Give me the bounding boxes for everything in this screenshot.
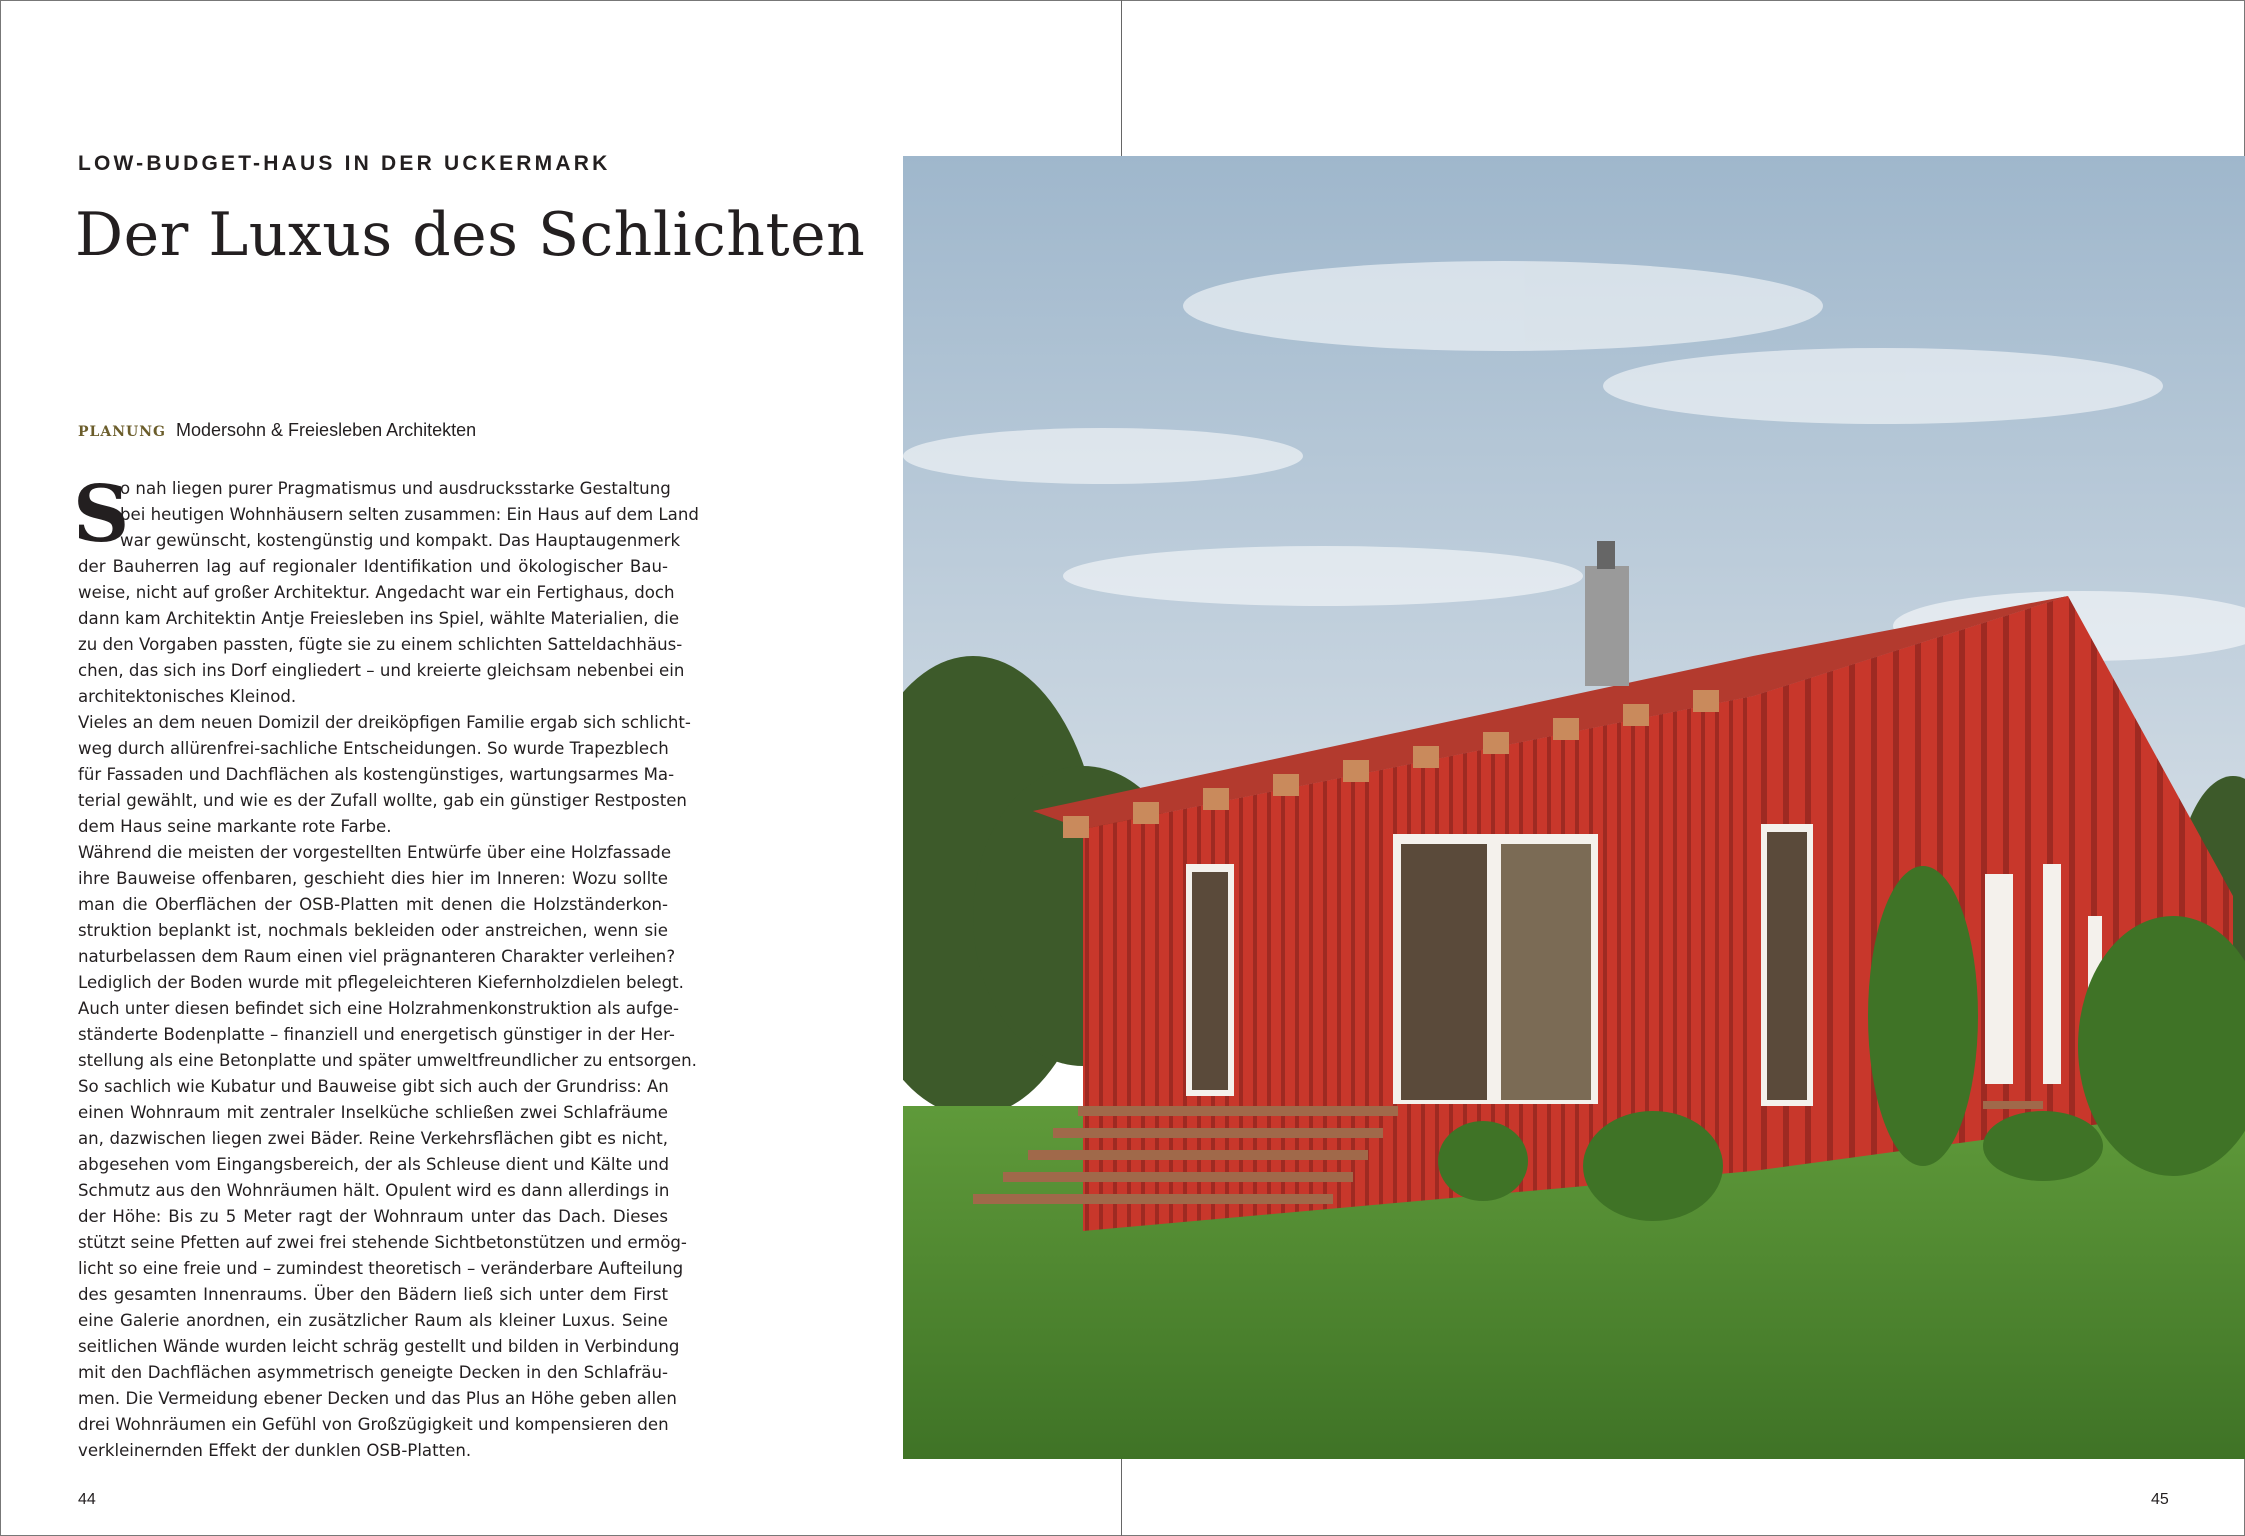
body-line: o nah liegen purer Pragmatismus und ausdrucksstarke Gestaltung [120, 479, 671, 498]
body-line: Während die meisten der vorgestellten Entwürfe über eine Holzfassade [78, 843, 672, 862]
body-line: verkleinernden Effekt der dunklen OSB-Platten. [78, 1441, 472, 1460]
page-number-right: 45 [2151, 1491, 2169, 1508]
body-line: der Höhe: Bis zu 5 Meter ragt der Wohnraum unter das Dach. Dieses [78, 1207, 668, 1226]
body-line: ihre Bauweise offenbaren, geschieht dies hier im Inneren: Wozu sollte [78, 869, 668, 888]
body-line: war gewünscht, kostengünstig und kompakt. Das Hauptaugenmerk [120, 531, 681, 550]
body-line: terial gewählt, und wie es der Zufall wollte, gab ein günstiger Restposten [78, 791, 687, 810]
article-headline: Der Luxus des Schlichten [75, 200, 866, 270]
chimney-cap [1597, 541, 1615, 569]
house-photo [903, 156, 2245, 1459]
body-line: ständerte Bodenplatte – finanziell und energetisch günstiger in der Her- [78, 1025, 675, 1044]
body-line: men. Die Vermeidung ebener Decken und das Plus an Höhe geben allen [78, 1389, 677, 1408]
body-line: struktion beplankt ist, nochmals bekleiden oder anstreichen, wenn sie [78, 921, 668, 940]
body-line: stützt seine Pfetten auf zwei frei stehende Sichtbetonstützen und ermög- [78, 1233, 687, 1252]
body-line: man die Oberflächen der OSB-Platten mit denen die Holzständerkon- [78, 895, 668, 914]
house-illustration [903, 156, 2245, 1459]
body-line: drei Wohnräumen ein Gefühl von Großzügigkeit und kompensieren den [78, 1415, 669, 1434]
body-line: dann kam Architektin Antje Freiesleben ins Spiel, wählte Materialien, die [78, 609, 680, 628]
body-line: weg durch allürenfrei-sachliche Entscheidungen. So wurde Trapezblech [78, 739, 669, 758]
body-line: seitlichen Wände wurden leicht schräg gestellt und bilden in Verbindung [78, 1337, 680, 1356]
body-line: zu den Vorgaben passten, fügte sie zu einem schlichten Satteldachhäus- [78, 635, 683, 654]
credit-value: Modersohn & Freiesleben Architekten [176, 420, 477, 440]
article-body [78, 476, 699, 1464]
body-line: licht so eine freie und – zumindest theoretisch – veränderbare Aufteilung [78, 1259, 684, 1278]
body-line: an, dazwischen liegen zwei Bäder. Reine Verkehrsflächen gibt es nicht, [78, 1129, 668, 1148]
body-line: architektonisches Kleinod. [78, 687, 297, 706]
drop-cap: S [73, 469, 130, 560]
body-line: stellung als eine Betonplatte und später umweltfreundlicher zu entsorgen. [78, 1051, 697, 1070]
body-line: mit den Dachflächen asymmetrisch geneigte Decken in den Schlafräu- [78, 1363, 668, 1382]
body-line: weise, nicht auf großer Architektur. Angedacht war ein Fertighaus, doch [78, 583, 675, 602]
body-line: bei heutigen Wohnhäusern selten zusammen: Ein Haus auf dem Land [120, 505, 699, 524]
body-line: naturbelassen dem Raum einen viel prägnanteren Charakter verleihen? [78, 947, 676, 966]
body-line: abgesehen vom Eingangsbereich, der als Schleuse dient und Kälte und [78, 1155, 670, 1174]
body-line: dem Haus seine markante rote Farbe. [78, 817, 392, 836]
credit-line [78, 420, 476, 441]
body-line: des gesamten Innenraums. Über den Bädern ließ sich unter dem First [78, 1285, 668, 1304]
body-line: chen, das sich ins Dorf eingliedert – und kreierte gleichsam nebenbei ein [78, 661, 685, 680]
credit-label: PLANUNG [78, 424, 166, 440]
body-line: für Fassaden und Dachflächen als kostengünstiges, wartungsarmes Ma- [78, 765, 675, 784]
article-kicker: LOW-BUDGET-HAUS IN DER UCKERMARK [78, 152, 611, 175]
body-line: Lediglich der Boden wurde mit pflegeleichteren Kiefernholzdielen belegt. [78, 973, 684, 992]
page-number-left: 44 [78, 1491, 96, 1508]
body-line: eine Galerie anordnen, ein zusätzlicher Raum als kleiner Luxus. Seine [78, 1311, 668, 1330]
body-line: Auch unter diesen befindet sich eine Holzrahmenkonstruktion als aufge- [78, 999, 680, 1018]
body-line: Schmutz aus den Wohnräumen hält. Opulent wird es dann allerdings in [78, 1181, 670, 1200]
body-line: einen Wohnraum mit zentraler Inselküche schließen zwei Schlafräume [78, 1103, 668, 1122]
chimney [1585, 566, 1629, 686]
body-line: Vieles an dem neuen Domizil der dreiköpfigen Familie ergab sich schlicht- [78, 713, 691, 732]
body-line: der Bauherren lag auf regionaler Identifikation und ökologischer Bau- [78, 557, 668, 576]
body-line: So sachlich wie Kubatur und Bauweise gibt sich auch der Grundriss: An [78, 1077, 669, 1096]
